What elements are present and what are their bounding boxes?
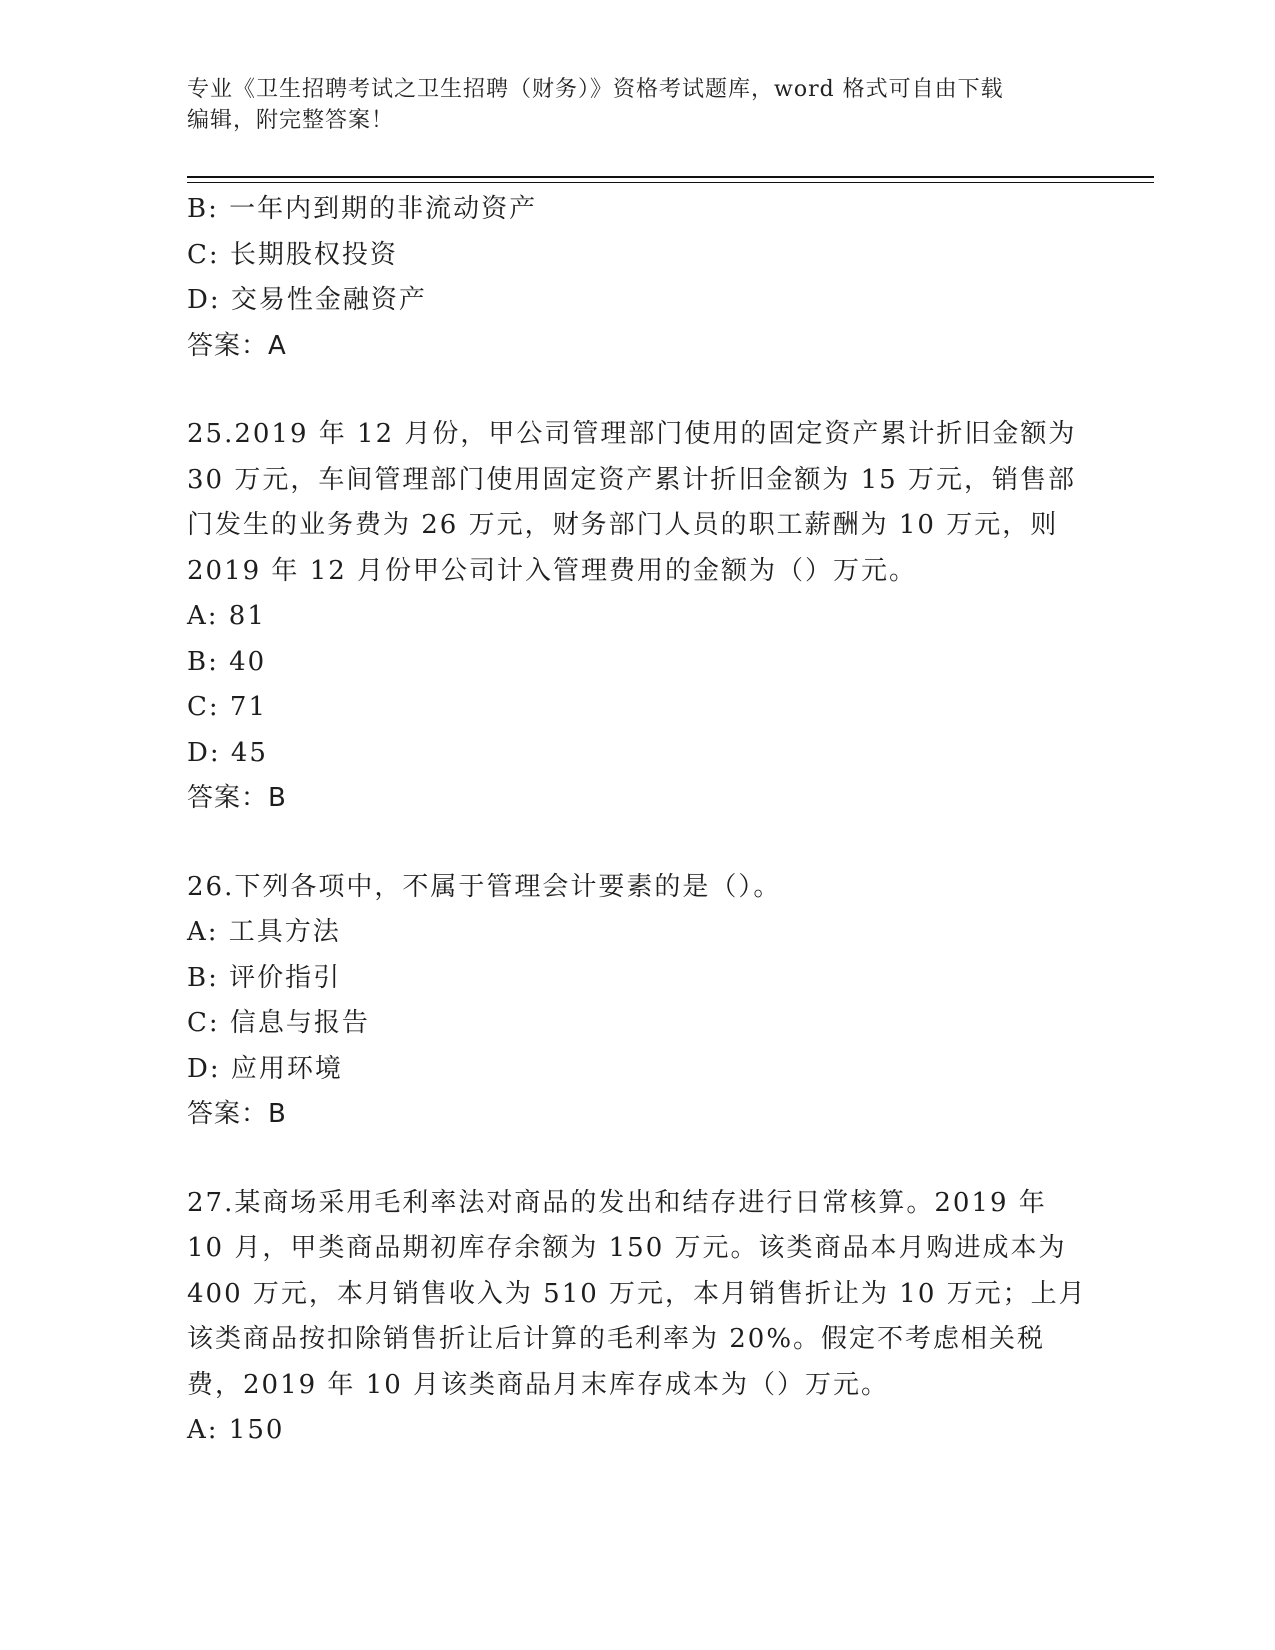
question-line: 2019 年 12 月份甲公司计入管理费用的金额为（）万元。 <box>187 555 918 586</box>
option-c: C: 信息与报告 <box>187 1008 370 1038</box>
option-a: A: 81 <box>187 601 266 631</box>
option-b: B: 一年内到期的非流动资产 <box>187 194 538 224</box>
page-header <box>187 74 1087 136</box>
option-b: B: 评价指引 <box>187 962 342 993</box>
question-line: 门发生的业务费为 26 万元，财务部门人员的职工薪酬为 10 万元，则 <box>187 510 1059 540</box>
question-27-text <box>187 1181 1087 1409</box>
question-25-text <box>187 412 1087 594</box>
header-rule-thin <box>187 182 1154 183</box>
question-line: 25.2019 年 12 月份，甲公司管理部门使用的固定资产累计折旧金额为 <box>187 419 1077 449</box>
header-line-1: 专业《卫生招聘考试之卫生招聘（财务）》资格考试题库，word 格式可自由下载 <box>187 77 1004 102</box>
answer-line: 答案：B <box>187 783 287 813</box>
option-c: C: 71 <box>187 692 268 722</box>
prev-question-block <box>187 187 1087 369</box>
question-25-block <box>187 412 1087 822</box>
question-content <box>187 187 1087 1454</box>
option-b: B: 40 <box>187 646 267 677</box>
question-line: 26.下列各项中，不属于管理会计要素的是（）。 <box>187 871 782 902</box>
question-26-block <box>187 865 1087 1138</box>
answer-line: 答案：A <box>187 330 287 361</box>
question-line: 该类商品按扣除销售折让后计算的毛利率为 20%。假定不考虑相关税 <box>187 1324 1046 1354</box>
header-rule-thick <box>187 176 1154 178</box>
option-d: D: 应用环境 <box>187 1053 343 1084</box>
question-line: 费，2019 年 10 月该类商品月末库存成本为（）万元。 <box>187 1369 890 1400</box>
option-a: A: 工具方法 <box>187 917 341 947</box>
question-line: 27.某商场采用毛利率法对商品的发出和结存进行日常核算。2019 年 <box>187 1187 1047 1218</box>
header-line-2: 编辑，附完整答案！ <box>187 108 395 133</box>
answer-line: 答案：B <box>187 1099 287 1129</box>
option-a: A: 150 <box>187 1415 285 1445</box>
question-27-block <box>187 1181 1087 1454</box>
question-26-text <box>187 865 1087 911</box>
question-line: 400 万元，本月销售收入为 510 万元，本月销售折让为 10 万元；上月 <box>187 1278 1087 1309</box>
option-d: D: 45 <box>187 737 268 768</box>
question-line: 10 月，甲类商品期初库存余额为 150 万元。该类商品本月购进成本为 <box>187 1233 1067 1263</box>
option-d: D: 交易性金融资产 <box>187 285 427 315</box>
question-line: 30 万元，车间管理部门使用固定资产累计折旧金额为 15 万元，销售部 <box>187 464 1076 495</box>
option-c: C: 长期股权投资 <box>187 239 398 270</box>
